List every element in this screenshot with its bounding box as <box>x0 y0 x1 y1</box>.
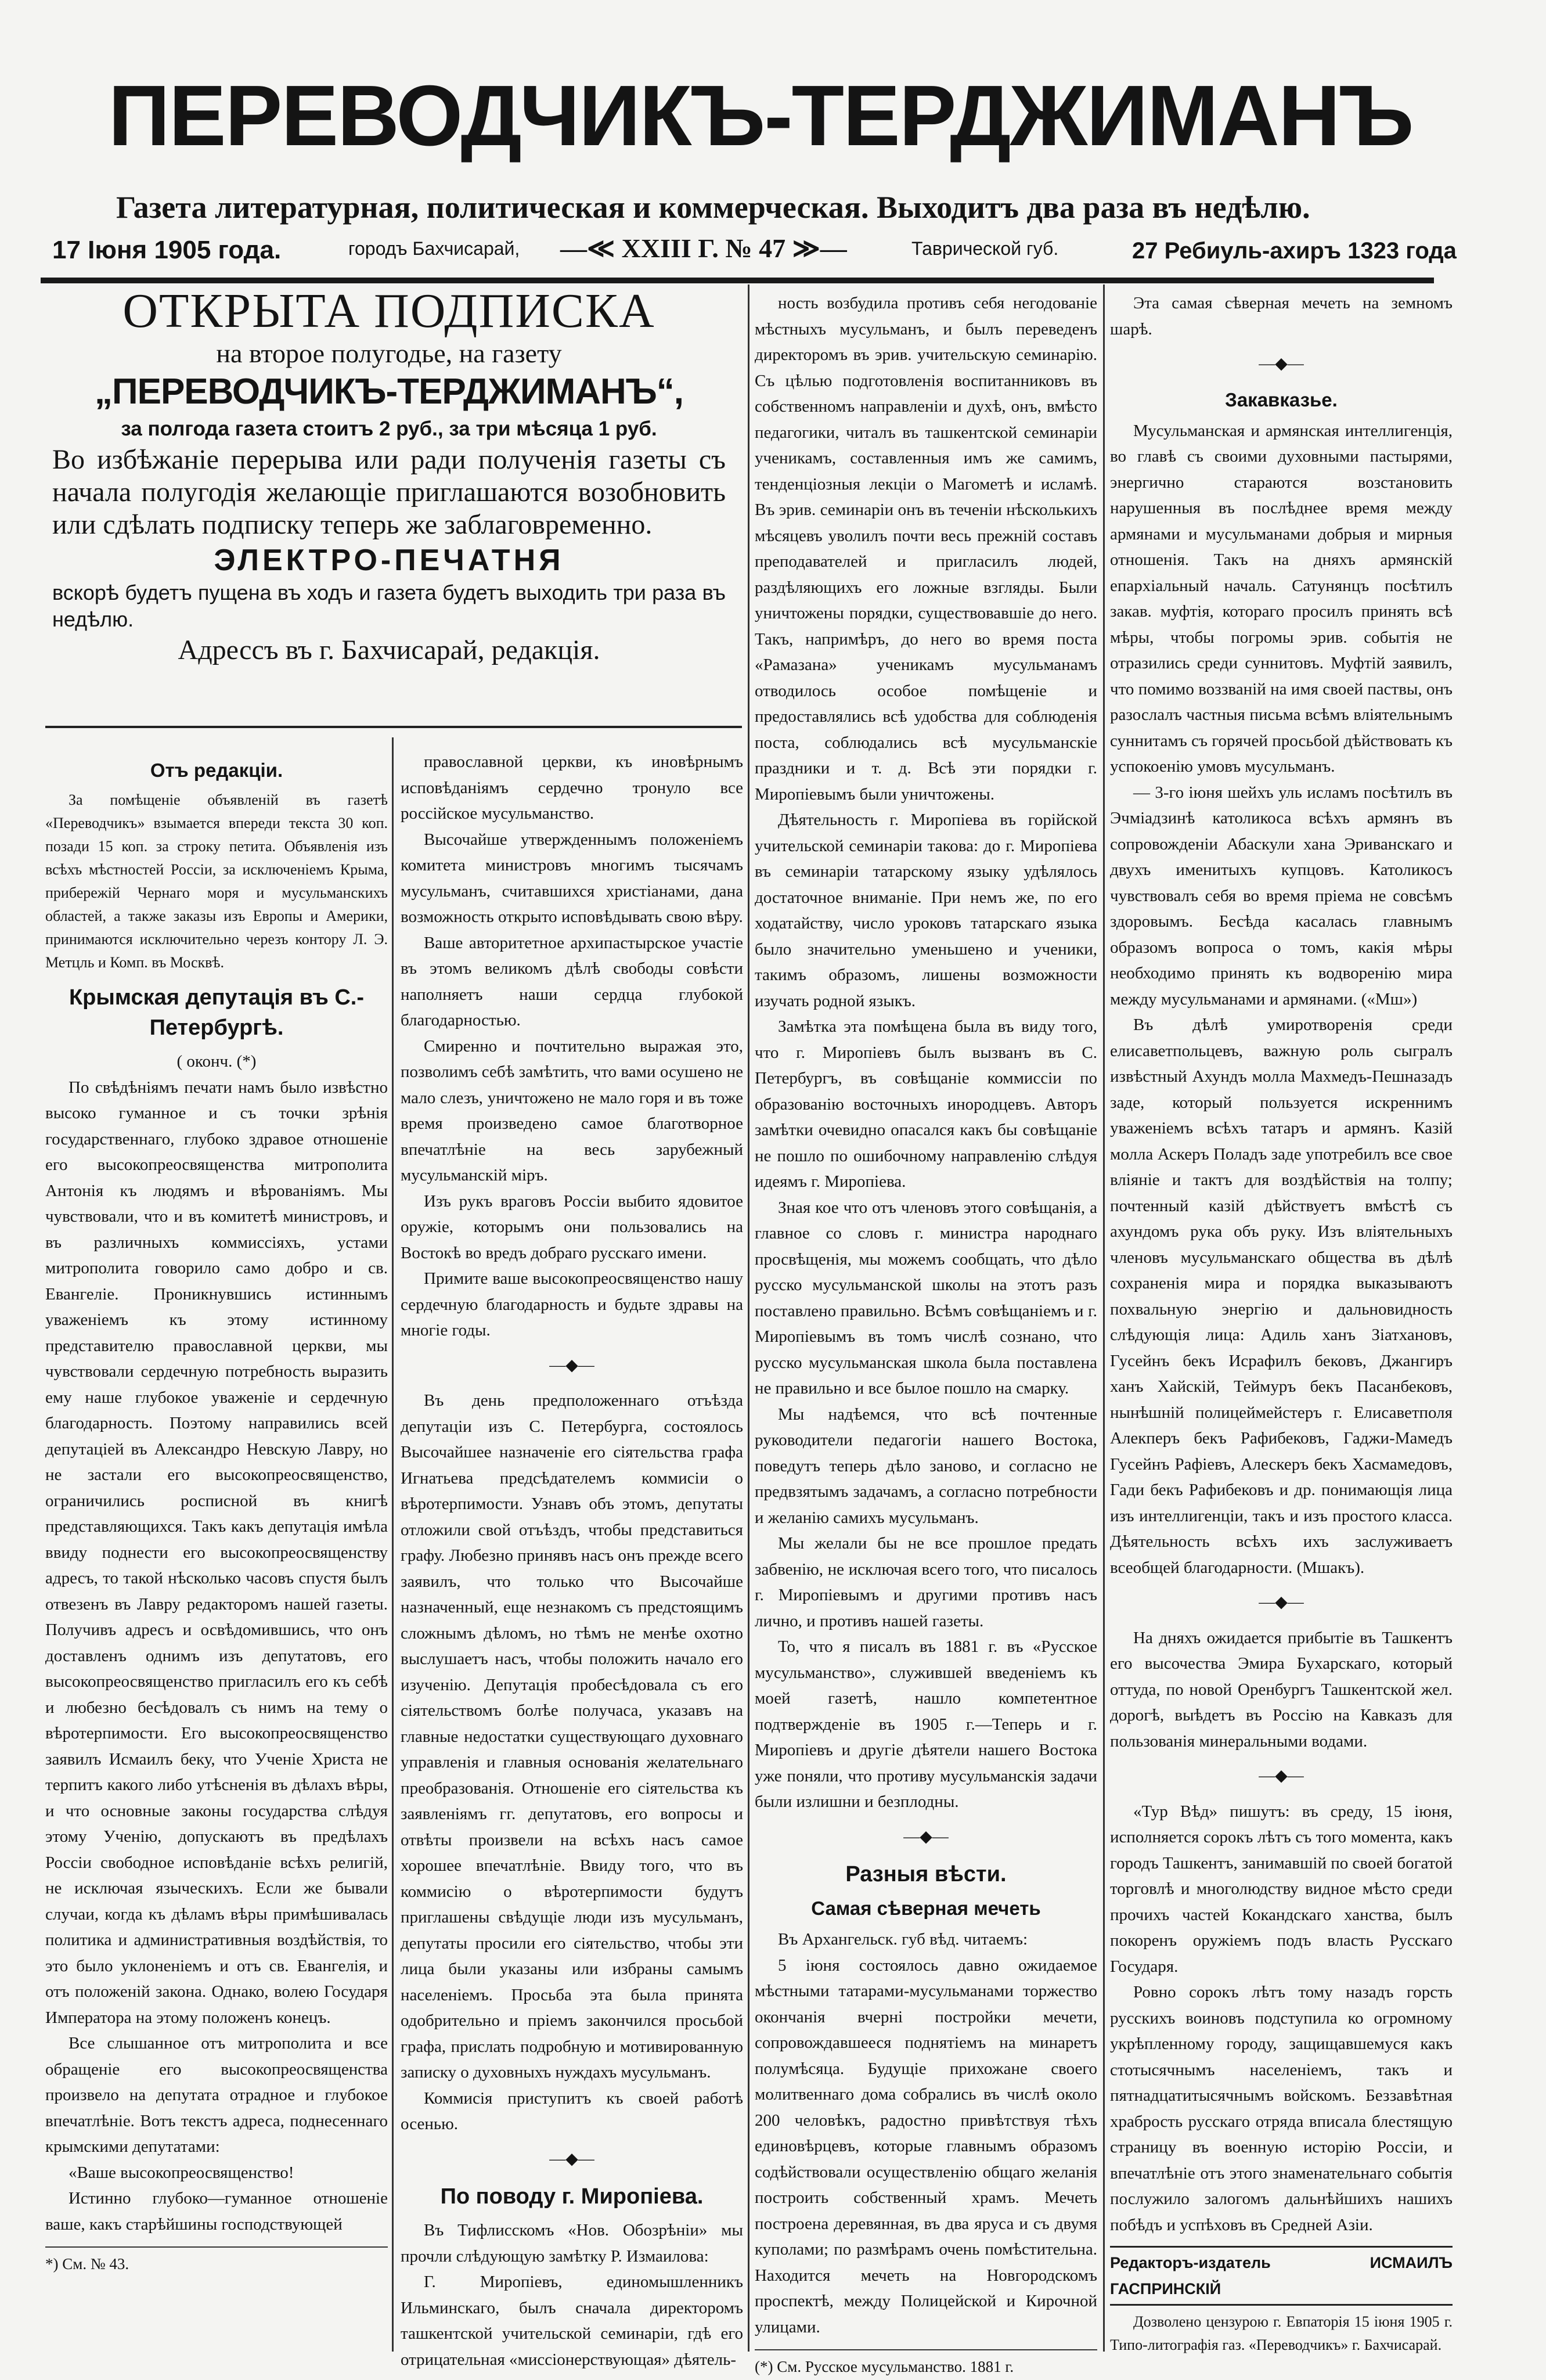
paragraph: «Тур Вѣд» пишутъ: въ среду, 15 іюня, исполняется сорокъ лѣтъ съ того момента, какъ городъ Ташкентъ, занимавшій по своей богатой торговлѣ и многолюдству видное мѣсто среди прочихъ частей Кокандскаго ханства, былъ покоренъ оружіемъ подъ власть Русскаго Государя. <box>1110 1802 1453 1976</box>
notice-text: Дозволено цензурою г. Евпаторія 15 іюня 1905 г. Типо-литографія газ. «Переводчикъ» г. Бахчисарай. <box>1110 2313 1453 2353</box>
subscription-line: на второе полугодье, на газету <box>216 339 562 368</box>
paragraph: Изъ рукъ враговъ Россіи выбито ядовитое оружіе, которымъ они пользовались на Востокѣ во вредъ добраго русскаго имени. <box>401 1191 743 1262</box>
editor-signature: Редакторъ-издатель ИСМАИЛЪ ГАСПРИНСКІЙ <box>1110 2246 1453 2306</box>
subscription-notice <box>52 285 726 668</box>
province: Таврической губ. <box>911 238 1059 259</box>
footnote: *) См. № 43. <box>45 2246 388 2277</box>
column-2 <box>401 749 743 2372</box>
newspaper-subtitle: Газета литературная, политическая и коммерческая. Выходитъ два раза въ недѣлю. <box>116 190 1310 225</box>
electro-heading: ЭЛЕКТРО-ПЕЧАТНЯ <box>214 543 564 577</box>
article-heading: Крымская депутація въ С.-Петербургѣ. <box>69 985 364 1040</box>
subscription-body: Во избѣжаніе перерыва или ради полученія газеты съ начала полугодія желающіе приглашаются возобновить или сдѣлать подписку теперь же заблаговременно. <box>52 444 726 540</box>
paragraph: Ровно сорокъ лѣтъ тому назадъ горсть русскихъ воиновъ подступила ко огромному укрѣпленному городу, защищавшемуся какъ стотысячнымъ населеніемъ, такъ и пятнадцатитысячнымъ войскомъ. Беззавѣтная храбрость русскаго отряда вписала блестящую страницу въ военную исторію Россіи, и впечатлѣніе отъ этого знаменательнаго событія послужило залогомъ дальнѣйшихъ нашихъ побѣдъ и успѣховъ въ Средней Азіи. <box>1110 1983 1453 2234</box>
paragraph: Замѣтка эта помѣщена была въ виду того, что г. Миропіевъ былъ вызванъ въ С. Петербургъ, въ совѣщаніе коммиссіи по образованію восточныхъ инородцевъ. Авторъ замѣтки очевидно опасался какъ бы совѣщаніе не пошло по ошибочному направленію слѣдуя идеямъ г. Миропіева. <box>755 1017 1097 1191</box>
paragraph: Примите ваше высокопреосвященство нашу сердечную благодарность и будьте здравы на многіе годы. <box>401 1269 743 1340</box>
paragraph: Высочайше утвержденнымъ положеніемъ комитета министровъ многимъ тысячамъ мусульманъ, считавшихся христіанами, дана возможность открыто исповѣдывать свою вѣру. <box>401 830 743 926</box>
paragraph: Въ дѣлѣ умиротворенія среди елисаветпольцевъ, важную роль сыгралъ извѣстный Ахундъ молла Махмедъ-Пешназадъ заде, который пользуется искреннимъ уваженіемъ всѣхъ татаръ и армянъ. Казій молла Аскеръ Поладъ заде употребилъ все свое вліяніе и тактъ для воздѣйствія на толпу; почтенный казій дѣйствуетъ вмѣстѣ съ ахундомъ рука объ руку. Изъ вліятельныхъ членовъ мусульманскаго общества въ дѣлѣ сохраненія мира и порядка выказываютъ похвальную энергію и дальновидность слѣдующія лица: Адиль ханъ Зіатхановъ, Гусейнъ бекъ Исрафилъ бековъ, Джангиръ ханъ Хайскій, Теймуръ бекъ Пасанбековъ, нынѣшній полицеймейстеръ г. Елисаветполя Алекперъ бекъ Рафибековъ, Гаджи-Мамедъ Гусейнъ Рафіевъ, Алескеръ бекъ Хасмамедовъ, Гади бекъ Рафибековъ и др. понимающія лица изъ интеллигенціи, такъ и изъ простого класса. Дѣятельность всѣхъ ихъ заслуживаетъ всеобщей благодарности. (Мшакъ). <box>1110 1016 1453 1577</box>
paragraph: Мусульманская и армянская интеллигенція, во главѣ съ своими духовными пастырями, энергично стараются возстановить нарушенныя въ послѣднее время между армянами и мусульманами добрыя и мирныя отношенія. Такъ на дняхъ армянскій епархіальный началь. Сатунянцъ посѣтилъ закав. муфтія, котораго просилъ принять всѣ мѣры, чтобы погромы эрив. событія не отразились среди суннитовъ. Муфтій заявилъ, что помимо воззваній на имя своей паствы, онъ разослалъ частныя письма всѣмъ вліятельнымъ суннитамъ съ горячей просьбой дѣйствовать къ успокоенію умовъ мусульманъ. <box>1110 421 1453 776</box>
paragraph: То, что я писалъ въ 1881 г. въ «Русское мусульманство», служившей введеніемъ къ моей газетѣ, нашло компетентное подтвержденіе въ 1905 г.—Теперь и г. Миропіевъ и другіе дѣятели нашего Востока уже поняли, что противу мусульманскія задачи были излишни и безплодны. <box>755 1637 1097 1811</box>
column-4 <box>1110 290 1453 2357</box>
article-subheading: Самая сѣверная мечеть <box>811 1897 1041 1919</box>
paragraph: «Ваше высокопреосвященство! <box>69 2163 294 2182</box>
paragraph: Смиренно и почтительно выражая это, позволимъ себѣ замѣтить, что вами осушено не мало слезъ, уничтожено не мало горя и въ тоже время произведено самое благотворное впечатлѣніе на весь зарубежный мусульманскій міръ. <box>401 1036 743 1184</box>
paragraph: Мы желали бы не все прошлое предать забвенію, не исключая всего того, что писалось г. Миропіевымъ и другими противъ насъ лично, и противъ нашей газеты. <box>755 1534 1097 1630</box>
paragraph: ность возбудила противъ себя негодованіе мѣстныхъ мусульманъ, и былъ переведенъ директоромъ въ эрив. учительскую семинарію. Съ цѣлью подготовленія воспитанниковъ въ собственномъ направленіи и духѣ, онъ, вмѣсто педагогики, читалъ въ ташкентской семинаріи ученикамъ, составленныя имъ же самимъ, тенденціозныя лекціи о Магометѣ и исламѣ. Въ эрив. семинаріи онъ въ теченіи нѣсколькихъ мѣсяцевъ уволилъ почти весь прежній составъ преподавателей и пригласилъ людей, раздѣляющихъ его ложные взгляды. Были уничтожены порядки, существовавшіе до него. Такъ, напримѣръ, до него во время поста «Рамазана» ученикамъ мусульманамъ отводилось особое помѣщеніе и предоставлялись всѣ удобства для соблюденія поста, соблюдались всѣ мусульманскіе праздники и т. д. Всѣ эти порядки г. Миропіевымъ были уничтожены. <box>755 294 1097 804</box>
paragraph: Г. Миропіевъ, единомышленникъ Ильминскаго, былъ сначала директоромъ ташкентской учительской семинаріи, гдѣ его отрицательная «миссіонерствующая» дѣятель- <box>401 2273 743 2369</box>
paragraph: Въ Тифлисскомъ «Нов. Обозрѣніи» мы прочли слѣдующую замѣтку Р. Измаилова: <box>401 2221 743 2266</box>
paragraph: Эта самая сѣверная мечеть на земномъ шарѣ. <box>1110 294 1453 339</box>
section-divider: —◆— <box>1259 1593 1304 1611</box>
paragraph: православной церкви, къ иновѣрнымъ исповѣданіямъ сердечно тронуло все россійское мусульманство. <box>401 752 743 823</box>
dateline <box>41 232 1480 273</box>
paragraph: Истинно глубоко—гуманное отношеніе ваше, какъ старѣйшины господствующей <box>45 2189 388 2234</box>
paragraph: Ваше авторитетное архипастырское участіе въ этомъ великомъ дѣлѣ свободы совѣсти наполняетъ наши сердца глубокой благодарностью. <box>401 933 743 1029</box>
notice-text: За помѣщеніе объявленій въ газетѣ «Переводчикъ» взымается впереди текста 30 коп. позади 15 коп. за строку петита. Объявленія изъ всѣхъ мѣстностей Россіи, за исключеніемъ Крыма, прибережій Чернаго моря и мусульманскихъ областей, а также заказы изъ Европы и Америки, принимаются исключительно черезъ контору Л. Э. Метцль и Комп. въ Москвѣ. <box>45 791 388 971</box>
column-divider <box>392 737 394 2352</box>
column-1 <box>45 755 388 2277</box>
subscription-heading: ОТКРЫТА ПОДПИСКА <box>122 284 655 338</box>
subscription-address: Адрессъ въ г. Бахчисарай, редакція. <box>178 635 600 665</box>
article-note: ( оконч. (*) <box>176 1052 257 1071</box>
city: городъ Бахчисарай, <box>348 238 520 259</box>
paragraph: Дѣятельность г. Миропіева въ горійской учительской семинаріи такова: до г. Миропіева въ семинаріи татарскому языку удѣлялось достаточное вниманіе. При немъ же, по его ходатайству, число уроковъ татарскаго языка было значительно уменьшено и ученики, такимъ образомъ, лишены возможности изучать родной языкъ. <box>755 811 1097 1010</box>
column-3 <box>755 290 1097 2380</box>
paragraph: Коммисія приступитъ къ своей работѣ осенью. <box>401 2089 743 2133</box>
issue-number: —≪ XXIII Г. № 47 ≫— <box>560 233 847 263</box>
section-divider: —◆— <box>549 2149 594 2168</box>
paragraph: Зная кое что отъ членовъ этого совѣщанія, а главное со словъ г. министра народнаго просвѣщенія, мы можемъ сообщать, что дѣло русско мусульманской школы на этотъ разъ поставлено правильно. Всѣмъ совѣщаніемъ и г. Миропіевымъ въ томъ числѣ сознано, что русско мусульманская школа была поставлена не правильно и все былое пошло на смарку. <box>755 1198 1097 1398</box>
article-heading: По поводу г. Миропіева. <box>440 2184 704 2209</box>
section-divider: —◆— <box>1259 355 1304 373</box>
paragraph: На дняхъ ожидается прибытіе въ Ташкентъ его высочества Эмира Бухарскаго, который оттуда, по новой Оренбургъ Ташкентской жел. дорогѣ, выѣдетъ въ Россію на Кавказъ для пользованія минеральными водами. <box>1110 1628 1453 1751</box>
subscription-paper-name: „ПЕРЕВОДЧИКЪ-ТЕРДЖИМАНЪ“, <box>95 372 683 412</box>
paragraph: Въ Архангельск. губ вѣд. читаемъ: <box>778 1930 1028 1949</box>
section-divider: —◆— <box>1259 1767 1304 1785</box>
section-divider: —◆— <box>549 1356 594 1374</box>
newspaper-masthead: ПЕРЕВОДЧИКЪ-ТЕРДЖИМАНЪ <box>108 68 1413 164</box>
subscription-rule <box>45 726 742 728</box>
paragraph: Все слышанное отъ митрополита и все обращеніе его высокопреосвященства произвело на депутата отрадное и глубокое впечатлѣніе. Вотъ текстъ адреса, поднесеннаго крымскими депутатами: <box>45 2034 388 2156</box>
electro-note: вскорѣ будетъ пущена въ ходъ и газета будетъ выходить три раза въ недѣлю. <box>52 581 726 631</box>
hijri-date: 27 Ребиуль-ахиръ 1323 года <box>1132 238 1457 264</box>
paragraph: — 3-го іюня шейхъ уль исламъ посѣтилъ въ Эчміадзинѣ католикоса всѣхъ армянъ въ сопровожденіи Абаскули хана Эриванскаго и двухъ именитыхъ купцовъ. Католикосъ чувствовалъ себя во время пріема не совсѣмъ здоровымъ. Бесѣда касалась главнымъ образомъ вопроса о томъ, какія мѣры необходимо принять къ водворенію мира между мусульманами и армянами. («Мш») <box>1110 783 1453 1009</box>
paragraph: 5 іюня состоялось давно ожидаемое мѣстными татарами-мусульманами торжество окончанія вчерні постройки мечети, сопровождавшееся поднятіемъ на минаретъ полумѣсяца. Будущіе прихожане своего молитвеннаго дома собрались въ числѣ около 200 человѣкъ, радостно привѣтствуя тѣхъ единовѣрцевъ, которые главнымъ образомъ содѣйствовали осуществленію общаго желанія построить собственный храмъ. Мечеть построена деревянная, въ два яруса и съ двумя куполами; по размѣрамъ очень помѣстительна. Находится мечеть на Новгородскомъ проспектѣ, между Полицейской и Кирочной улицами. <box>755 1956 1097 2336</box>
footnote: (*) См. Русское мусульманство. 1881 г. <box>755 2349 1097 2380</box>
subscription-price: за полгода газета стоитъ 2 руб., за три мѣсяца 1 руб. <box>121 417 657 440</box>
article-heading: Разныя вѣсти. <box>845 1862 1007 1886</box>
header-rule <box>41 278 1434 283</box>
section-divider: —◆— <box>903 1827 949 1846</box>
column-divider <box>1103 285 1105 2352</box>
article-subheading: Отъ редакціи. <box>150 759 283 781</box>
article-subheading: Закавказье. <box>1225 388 1338 411</box>
issue-date: 17 Іюня 1905 года. <box>52 236 282 264</box>
column-divider <box>748 285 749 2352</box>
paragraph: Мы надѣемся, что всѣ почтенные руководители педагогіи нашего Востока, поведутъ теперь дѣло заново, и согласно не предвзятымъ задачамъ, а согласно потребности и желанію самихъ мусульманъ. <box>755 1405 1097 1527</box>
paragraph: Въ день предположеннаго отъѣзда депутаціи изъ С. Петербурга, состоялось Высочайшее назначеніе его сіятельства графа Игнатьева предсѣдателемъ коммисіи о вѣротерпимости. Узнавъ объ этомъ, депутаты отложили свой отъѣздъ, чтобы представиться графу. Любезно принявъ насъ онъ прежде всего заявилъ, что только что Высочайше назначенный, еще незнакомъ съ предстоящимъ сложнымъ дѣломъ, но тѣмъ не менѣе охотно выслушаетъ насъ, чтобы положить начало его изученію. Депутація пробесѣдовала съ его сіятельствомъ болѣе получаса, указавъ на главные недостатки существующаго духовнаго управленія и главныя основанія желательнаго преобразованія. Отношеніе его сіятельства къ заявленіямъ гг. депутатовъ, его вопросы и отвѣты произвели на всѣхъ насъ самое хорошее впечатлѣніе. Ввиду того, что въ коммисію о вѣротерпимости будутъ приглашены свѣдущіе люди изъ мусульманъ, депутаты просили его сіятельство, чтобы эти лица были указаны или избраны самымъ населеніемъ. Просьба эта была принята одобрительно и пріемъ закончился просьбой графа, прислать подробную и мотивированную записку о духовныхъ нуждахъ мусульманъ. <box>401 1391 743 2082</box>
paragraph: По свѣдѣніямъ печати намъ было извѣстно высоко гуманное и съ точки зрѣнія государственнаго, глубоко здравое отношеніе его высокопреосвященства митрополита Антонія къ людямъ и вѣрованіямъ. Мы чувствовали, что и въ комитетѣ министровъ, и въ различныхъ коммиссіяхъ, устами митрополита говорило само добро и св. Евангеліе. Проникнувшись истиннымъ уваженіемъ къ этому истинному представителю православной церкви, мы чувствовали сердечную потребность выразить ему наше глубокое уваженіе и сердечную благодарность. Поэтому направились всей депутаціей въ Александро Невскую Лавру, но не застали его высокопреосвященство, ограничились росписной въ книгѣ представляющихся. Такъ какъ депутація имѣла ввиду поднести его высокопреосвященству адресъ, то такой нѣсколько часовъ спустя былъ отвезенъ въ Лавру редакторомъ нашей газеты. Получивъ адресъ и освѣдомившись, что онъ доставленъ однимъ изъ депутатовъ, его высокопреосвященство пригласилъ его къ себѣ и любезно бесѣдовалъ съ нимъ на тему о вѣротерпимости. Его высокопреосвященство заявилъ Исмаилъ беку, что Ученіе Христа не терпитъ какого либо утѣсненія въ дѣлахъ вѣры, и что основные законы государства слѣдуя этому Ученію, допускаютъ въ предѣлахъ Россіи свободное исповѣданіе всѣхъ религій, не исключая языческихъ. Если же бывали случаи, когда къ дѣламъ вѣры примѣшивалась политика и административныя воздѣйствія, то это было уклоненіемъ и отъ св. Евангелія, и отъ положеній закона. Однако, волею Государя Императора на этому положенъ конецъ. <box>45 1078 388 2027</box>
